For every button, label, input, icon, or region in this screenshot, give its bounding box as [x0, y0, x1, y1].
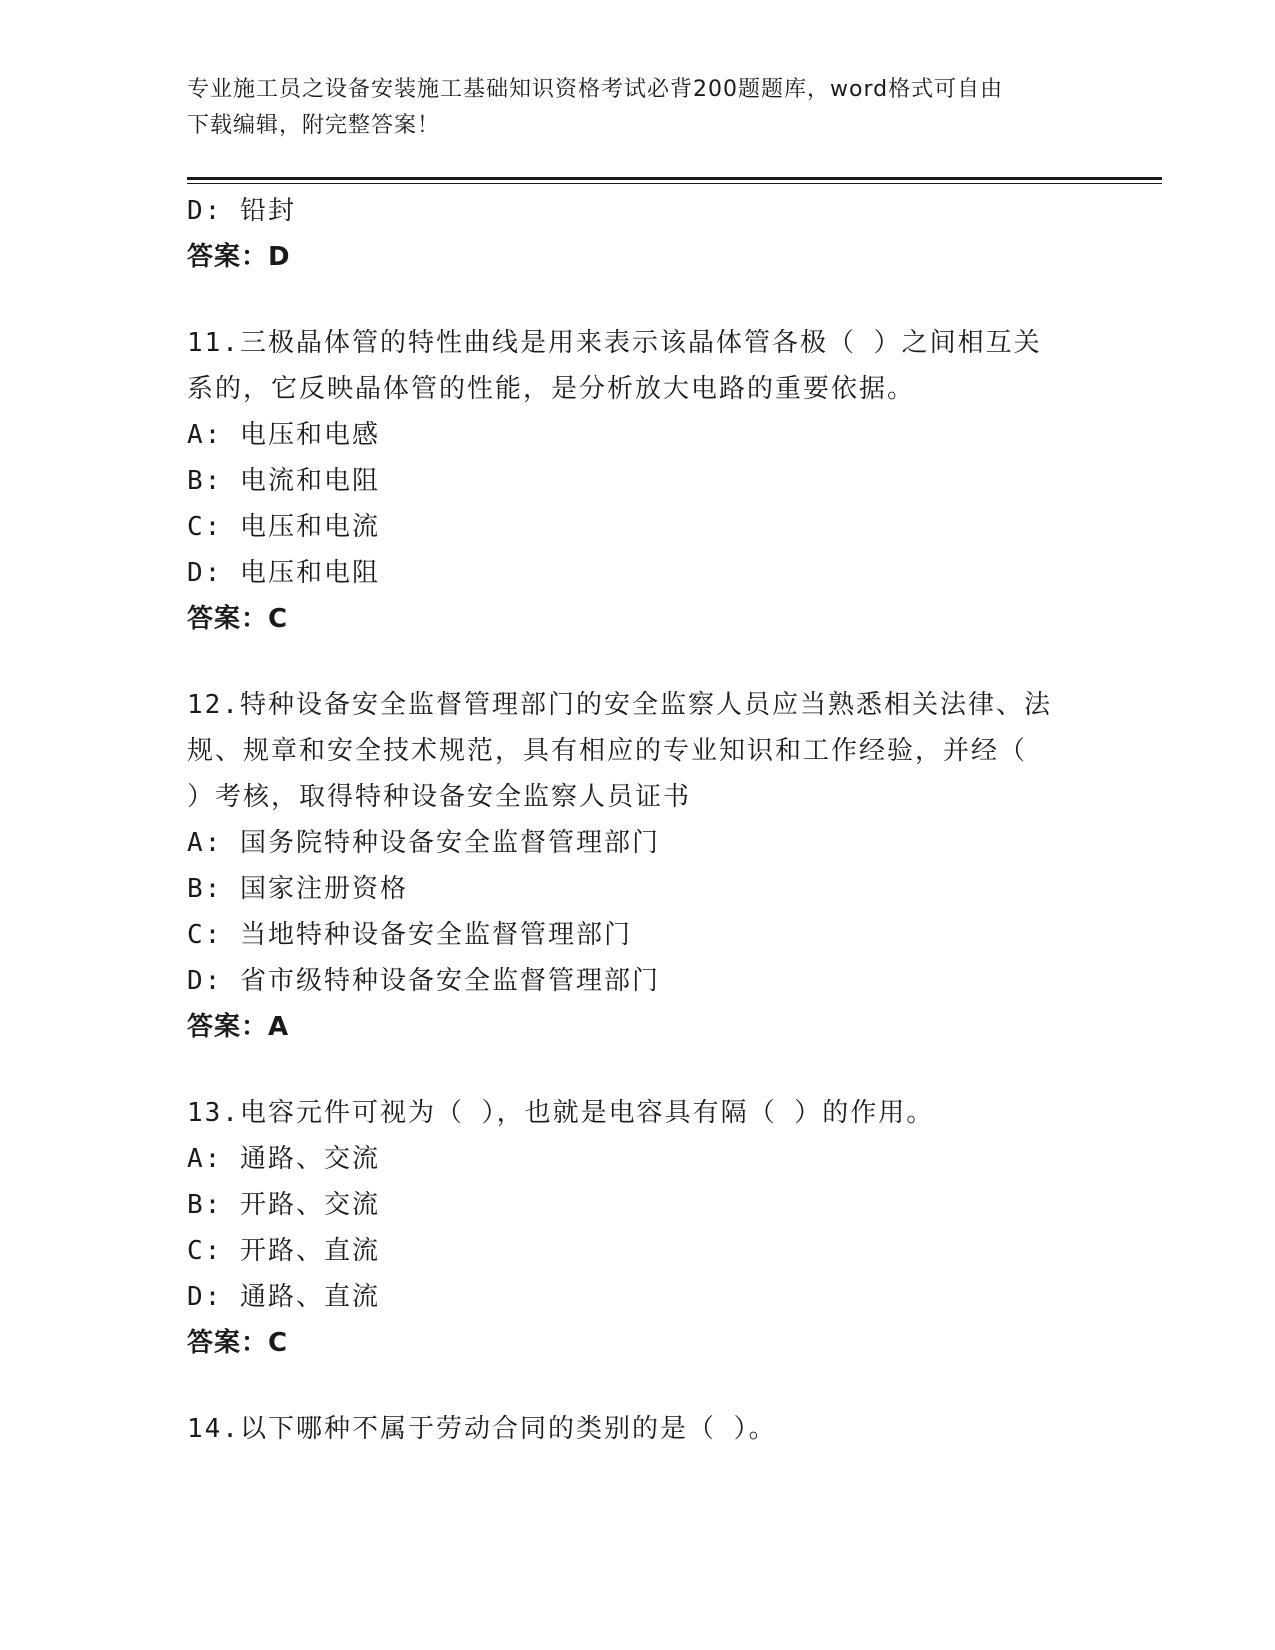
option-d: D: 省市级特种设备安全监督管理部门: [187, 966, 660, 996]
question-text-line: 13.电容元件可视为（ ），也就是电容具有隔（ ）的作用。: [187, 1098, 935, 1128]
header-rule-thin: [187, 183, 1162, 184]
question-text-line: ）考核，取得特种设备安全监察人员证书: [187, 782, 692, 812]
question-13: [187, 1090, 1087, 1366]
question-12: [187, 682, 1087, 1050]
header-rule-thick: [187, 177, 1162, 180]
question-text-line: 11.三极晶体管的特性曲线是用来表示该晶体管各极（ ）之间相互关: [187, 328, 1042, 358]
answer: 答案：C: [187, 1328, 289, 1358]
option-d: D: 电压和电阻: [187, 558, 380, 588]
header-line-1: 专业施工员之设备安装施工基础知识资格考试必背200题题库，word格式可自由: [187, 77, 1004, 102]
answer: 答案：D: [187, 242, 291, 272]
previous-question-tail: [187, 188, 1087, 280]
document-header: [187, 72, 1087, 144]
option-c: C: 开路、直流: [187, 1236, 380, 1266]
option-c: C: 当地特种设备安全监督管理部门: [187, 920, 632, 950]
option-d: D: 通路、直流: [187, 1282, 380, 1312]
option-a: A: 电压和电感: [187, 420, 380, 450]
answer: 答案：C: [187, 604, 289, 634]
question-text-line: 规、规章和安全技术规范，具有相应的专业知识和工作经验，并经（: [187, 736, 1028, 766]
question-11: [187, 320, 1087, 642]
header-line-2: 下载编辑，附完整答案！: [187, 113, 441, 138]
question-text-line: 12.特种设备安全监督管理部门的安全监察人员应当熟悉相关法律、法: [187, 690, 1052, 720]
answer: 答案：A: [187, 1012, 290, 1042]
question-14: [187, 1406, 1087, 1452]
option-b: B: 开路、交流: [187, 1190, 380, 1220]
option-a: A: 国务院特种设备安全监督管理部门: [187, 828, 660, 858]
question-content: [187, 188, 1087, 1452]
option-b: B: 电流和电阻: [187, 466, 380, 496]
question-text-line: 14.以下哪种不属于劳动合同的类别的是（ ）。: [187, 1414, 777, 1444]
option-c: C: 电压和电流: [187, 512, 380, 542]
option-d: D: 铅封: [187, 196, 296, 226]
option-b: B: 国家注册资格: [187, 874, 408, 904]
option-a: A: 通路、交流: [187, 1144, 380, 1174]
question-text-line: 系的，它反映晶体管的性能，是分析放大电路的重要依据。: [187, 374, 916, 404]
